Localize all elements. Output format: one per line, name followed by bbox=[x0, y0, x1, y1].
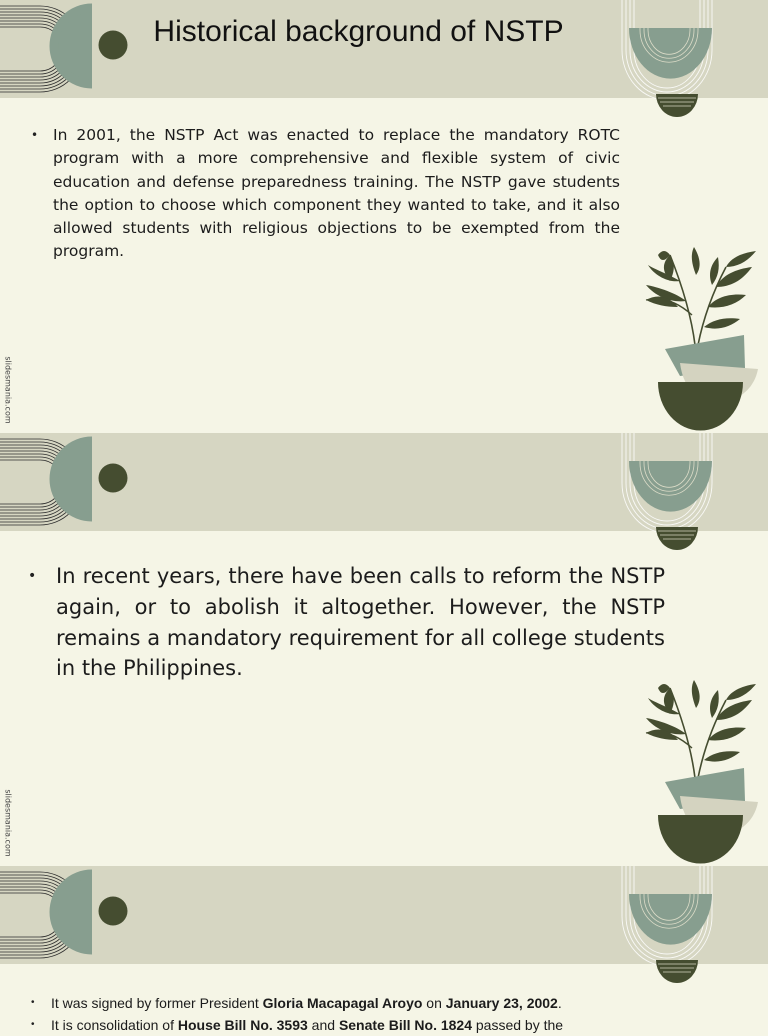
watermark: slidesmania.com bbox=[3, 356, 13, 424]
plant-decoration bbox=[640, 245, 765, 435]
bullet-text: passed by the bbox=[472, 1017, 564, 1033]
bullet-text: and bbox=[307, 1017, 339, 1033]
slide-3 bbox=[0, 866, 768, 1033]
bullet-item: • In 2001, the NSTP Act was enacted to replace the mandatory ROTC program with a more comprehensive and flexible system of civic education and defense preparedness training. The NSTP gave students the option to choose which component they wanted to take, and it also allowed students with religious objections to be exempted from the program. bbox=[53, 124, 620, 264]
bullet-text: It was signed by former President bbox=[51, 995, 263, 1011]
arch-decoration-left bbox=[0, 433, 140, 531]
president-name: Gloria Macapagal Aroyo bbox=[262, 995, 423, 1011]
senate-bill: Senate Bill No. 1824 bbox=[338, 1017, 472, 1033]
arch-decoration-left bbox=[0, 866, 140, 964]
watermark: slidesmania.com bbox=[3, 789, 13, 857]
plant-decoration bbox=[640, 678, 765, 868]
slide-title: Historical background of NSTP bbox=[153, 15, 564, 48]
bullet-text: It is consolidation of bbox=[51, 1017, 178, 1033]
signing-date: January 23, 2002 bbox=[445, 995, 558, 1011]
house-bill: House Bill No. 3593 bbox=[177, 1017, 308, 1033]
bullet-text: . bbox=[557, 995, 562, 1011]
bullet-text: on bbox=[422, 995, 446, 1011]
arch-decoration-right bbox=[620, 0, 720, 120]
slide-1 bbox=[0, 0, 768, 433]
arch-decoration-left bbox=[0, 0, 140, 98]
bullet-list bbox=[56, 561, 665, 684]
arch-decoration-right bbox=[620, 866, 720, 986]
arch-decoration-right bbox=[620, 433, 720, 553]
slide-2 bbox=[0, 433, 768, 866]
bullet-list bbox=[51, 992, 621, 1036]
bullet-item: • In recent years, there have been calls to reform the NSTP again, or to abolish it altogether. However, the NSTP remains a mandatory requirement for all college students in the Philippines. bbox=[56, 561, 665, 684]
bullet-item bbox=[51, 992, 621, 1014]
bullet-item bbox=[51, 1014, 621, 1036]
bullet-list bbox=[53, 124, 620, 264]
